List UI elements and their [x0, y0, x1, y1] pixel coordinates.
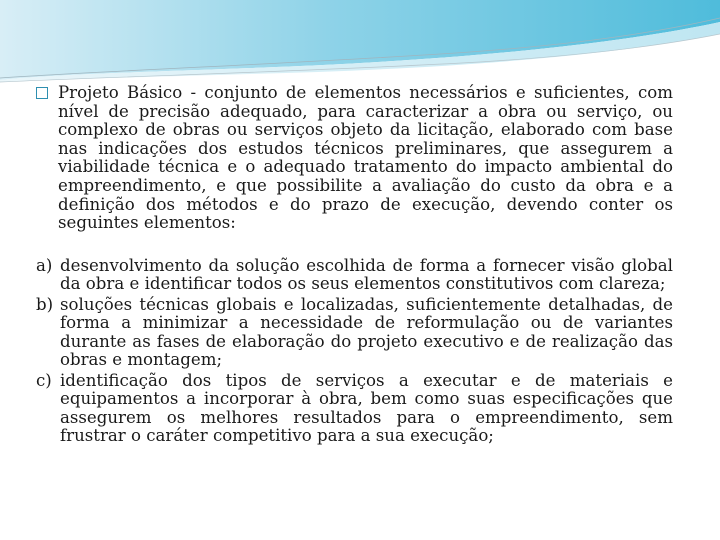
intro-text: Projeto Básico - conjunto de elementos necessários e suficientes, com nível de precisão adequado, para caracterizar a obra ou serviço, ou complexo de obras ou serviços objeto da licitação, elaborado com base nas indicações dos estudos técnicos preliminares, que assegurem a viabilidade técnica e o adequado tratamento do impacto ambiental do empreendimento, e que possibilite a avaliação do custo da obra e a definição dos métodos e do prazo de execução, devendo conter os seguintes elementos: [58, 83, 673, 233]
list-item-c [36, 372, 673, 446]
list-marker: b) [36, 294, 54, 314]
list-marker: c) [36, 370, 52, 390]
list-item-text: desenvolvimento da solução escolhida de forma a fornecer visão global da obra e identificar todos os seus elementos constitutivos com clareza; [60, 255, 673, 294]
content-area [36, 84, 673, 448]
list-item-a [36, 257, 673, 294]
header-wave-decoration [0, 0, 720, 90]
list-item-text: identificação dos tipos de serviços a executar e de materiais e equipamentos a incorporar à obra, bem como suas especificações que assegurem os melhores resultados para o empreendimento, sem frustrar o caráter competitivo para a sua execução; [60, 370, 673, 446]
intro-paragraph [36, 84, 673, 233]
element-list [36, 257, 673, 446]
list-marker: a) [36, 255, 53, 275]
list-item-b [36, 296, 673, 370]
list-item-text: soluções técnicas globais e localizadas, suficientemente detalhadas, de forma a minimizar a necessidade de reformulação ou de variantes durante as fases de elaboração do projeto executivo e de realização das obras e montagem; [60, 294, 673, 370]
square-bullet-icon [36, 87, 48, 99]
